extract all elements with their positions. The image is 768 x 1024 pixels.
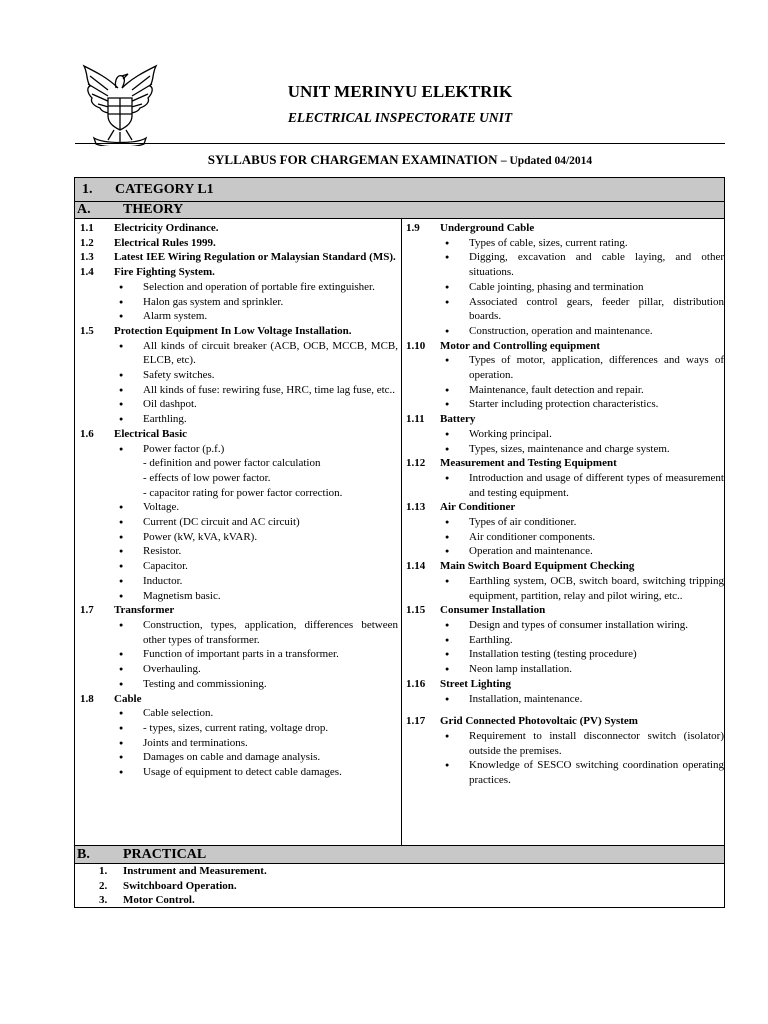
bullet-item: ● Power (kW, kVA, kVAR). — [80, 530, 398, 545]
section-number: 1.8 — [80, 692, 94, 705]
section-number: 1.7 — [80, 604, 94, 617]
bullet-item: ● Damages on cable and damage analysis. — [80, 750, 398, 765]
category-label: CATEGORY L1 — [115, 182, 214, 197]
section-number: 1.4 — [80, 266, 94, 279]
category-number: 1. — [82, 182, 93, 197]
bullet-item: ● Types of air conditioner. — [406, 515, 724, 530]
section-heading — [80, 236, 398, 251]
bullet-item: ● Usage of equipment to detect cable damages. — [80, 765, 398, 780]
section-title: Fire Fighting System. — [114, 266, 215, 279]
bullet-item: ● Neon lamp installation. — [406, 662, 724, 677]
section-heading — [80, 250, 398, 265]
section-number: 1.5 — [80, 324, 94, 337]
sub-item: - definition and power factor calculation — [143, 457, 321, 470]
sub-item: - capacitor rating for power factor correction. — [143, 486, 343, 499]
section-title: Protection Equipment In Low Voltage Installation. — [114, 324, 352, 337]
page-title: UNIT MERINYU ELEKTRIK — [287, 82, 513, 101]
bullet-item: ● Construction, operation and maintenance. — [406, 324, 724, 339]
section-heading — [406, 559, 724, 574]
section-heading — [80, 324, 398, 339]
bullet-item: ● Cable jointing, phasing and termination — [406, 280, 724, 295]
section-title: Consumer Installation — [440, 604, 546, 617]
section-number: 1.9 — [406, 222, 420, 234]
practical-item — [75, 893, 267, 908]
document-title — [0, 152, 768, 168]
section-number: 1.1 — [80, 222, 94, 234]
section-heading — [406, 603, 724, 618]
bullet-item: ● Installation testing (testing procedure) — [406, 647, 724, 662]
bullet-item: ● Maintenance, fault detection and repair. — [406, 383, 724, 398]
practical-item-text: Instrument and Measurement. — [123, 865, 267, 877]
practical-label: PRACTICAL — [123, 847, 207, 862]
section-number: 1.14 — [406, 560, 426, 573]
theory-header — [75, 202, 724, 219]
section-title: Electricity Ordinance. — [114, 222, 219, 234]
section-number: 1.11 — [406, 413, 425, 426]
document-title-text: SYLLABUS FOR CHARGEMAN EXAMINATION — [207, 152, 498, 167]
bullet-item: ● Overhauling. — [80, 662, 398, 677]
bullet-item: ● Oil dashpot. — [80, 397, 398, 412]
bullet-item: ● Digging, excavation and cable laying, and other situations. — [406, 250, 724, 279]
bullet-item: ● Power factor (p.f.) — [80, 442, 398, 457]
bullet-item: ● Requirement to install disconnector switch (isolator) outside the premises. — [406, 729, 724, 758]
section-title: Motor and Controlling equipment — [440, 339, 601, 352]
section-heading — [406, 456, 724, 471]
bullet-item: ● Alarm system. — [80, 309, 398, 324]
section-heading — [406, 221, 724, 236]
section-title: Cable — [114, 692, 142, 705]
section-heading — [80, 603, 398, 618]
bullet-item: ● Current (DC circuit and AC circuit) — [80, 515, 398, 530]
section-number: 1.10 — [406, 339, 426, 352]
section-number: 1.12 — [406, 457, 426, 470]
section-number: 1.17 — [406, 715, 426, 728]
section-heading — [406, 714, 724, 729]
section-heading — [80, 221, 398, 236]
bullet-item: ● - types, sizes, current rating, voltage drop. — [80, 721, 398, 736]
section-heading — [406, 500, 724, 515]
bullet-item: ● Testing and commissioning. — [80, 677, 398, 692]
header-rule — [75, 143, 725, 144]
theory-label: THEORY — [123, 202, 184, 217]
section-number: 1.2 — [80, 236, 94, 249]
bullet-item: ● Construction, types, application, differences between other types of transformer. — [80, 618, 398, 647]
bullet-item: ● Safety switches. — [80, 368, 398, 383]
section-title: Latest IEE Wiring Regulation or Malaysian Standard (MS). — [114, 251, 396, 264]
bullet-item: ● Selection and operation of portable fire extinguisher. — [80, 280, 398, 295]
bullet-item: ● Working principal. — [406, 427, 724, 442]
section-title: Electrical Basic — [114, 427, 188, 440]
section-heading — [406, 677, 724, 692]
bullet-item: ● Resistor. — [80, 544, 398, 559]
bullet-item: ● Earthling. — [80, 412, 398, 427]
bullet-item: ● Joints and terminations. — [80, 736, 398, 751]
bullet-item: ● Voltage. — [80, 500, 398, 515]
section-title: Street Lighting — [440, 677, 511, 690]
section-number: 1.15 — [406, 604, 426, 617]
bullet-item: ● Magnetism basic. — [80, 589, 398, 604]
section-heading — [406, 412, 724, 427]
practical-list — [75, 864, 267, 908]
theory-right-column — [406, 221, 724, 788]
bullet-item: ● Starter including protection characteristics. — [406, 397, 724, 412]
bullet-item: ● Knowledge of SESCO switching coordination operating practices. — [406, 758, 724, 787]
practical-header — [75, 845, 724, 864]
section-number: 1.13 — [406, 501, 426, 514]
bullet-item: ● Earthling. — [406, 633, 724, 648]
bullet-item: ● Design and types of consumer installation wiring. — [406, 618, 724, 633]
bullet-item: ● Capacitor. — [80, 559, 398, 574]
theory-letter: A. — [77, 202, 91, 217]
syllabus-table — [74, 177, 725, 908]
category-header — [75, 178, 724, 202]
bullet-item: ● All kinds of fuse: rewiring fuse, HRC, time lag fuse, etc.. — [80, 383, 398, 398]
section-title: Grid Connected Photovoltaic (PV) System — [440, 715, 638, 728]
bullet-item: ● Earthling system, OCB, switch board, switching tripping equipment, partition, relay and pilot wiring, etc.. — [406, 574, 724, 603]
section-title: Main Switch Board Equipment Checking — [440, 560, 635, 573]
section-title: Electrical Rules 1999. — [114, 236, 216, 249]
bullet-item: ● Installation, maintenance. — [406, 692, 724, 707]
bullet-item: ● Introduction and usage of different types of measurement and testing equipment. — [406, 471, 724, 500]
section-number: 1.16 — [406, 677, 426, 690]
theory-left-column — [80, 221, 398, 780]
bullet-item: ● Types, sizes, maintenance and charge system. — [406, 442, 724, 457]
coat-of-arms-icon — [78, 58, 162, 146]
section-title: Measurement and Testing Equipment — [440, 457, 617, 470]
practical-item-text: Motor Control. — [123, 894, 195, 906]
practical-item — [75, 864, 267, 879]
section-heading — [406, 339, 724, 354]
section-heading — [80, 265, 398, 280]
section-number: 1.6 — [80, 427, 94, 440]
bullet-item: ● Halon gas system and sprinkler. — [80, 295, 398, 310]
bullet-item: ● Inductor. — [80, 574, 398, 589]
bullet-item: ● Function of important parts in a transformer. — [80, 647, 398, 662]
sub-item: - effects of low power factor. — [143, 471, 271, 484]
updated-label: – Updated 04/2014 — [500, 155, 593, 167]
practical-item-text: Switchboard Operation. — [123, 879, 237, 892]
section-heading — [80, 427, 398, 442]
column-divider — [401, 219, 402, 845]
practical-letter: B. — [77, 847, 90, 862]
section-title: Battery — [440, 413, 476, 426]
bullet-item: ● Associated control gears, feeder pillar, distribution boards. — [406, 295, 724, 324]
section-title: Air Conditioner — [440, 501, 516, 514]
practical-item — [75, 879, 267, 894]
bullet-item: ● All kinds of circuit breaker (ACB, OCB, MCCB, MCB, ELCB, etc). — [80, 339, 398, 368]
bullet-item: ● Cable selection. — [80, 706, 398, 721]
section-title: Underground Cable — [440, 222, 535, 234]
practical-item-number: 1. — [99, 865, 108, 877]
bullet-item: ● Types of cable, sizes, current rating. — [406, 236, 724, 251]
bullet-item: ● Operation and maintenance. — [406, 544, 724, 559]
section-number: 1.3 — [80, 251, 94, 264]
bullet-item: ● Air conditioner components. — [406, 530, 724, 545]
practical-item-number: 2. — [99, 879, 108, 892]
section-gap — [406, 706, 724, 714]
page-subtitle: ELECTRICAL INSPECTORATE UNIT — [287, 110, 513, 125]
practical-item-number: 3. — [99, 894, 108, 906]
bullet-item: ● Types of motor, application, differences and ways of operation. — [406, 353, 724, 382]
section-title: Transformer — [114, 604, 175, 617]
section-heading — [80, 692, 398, 707]
